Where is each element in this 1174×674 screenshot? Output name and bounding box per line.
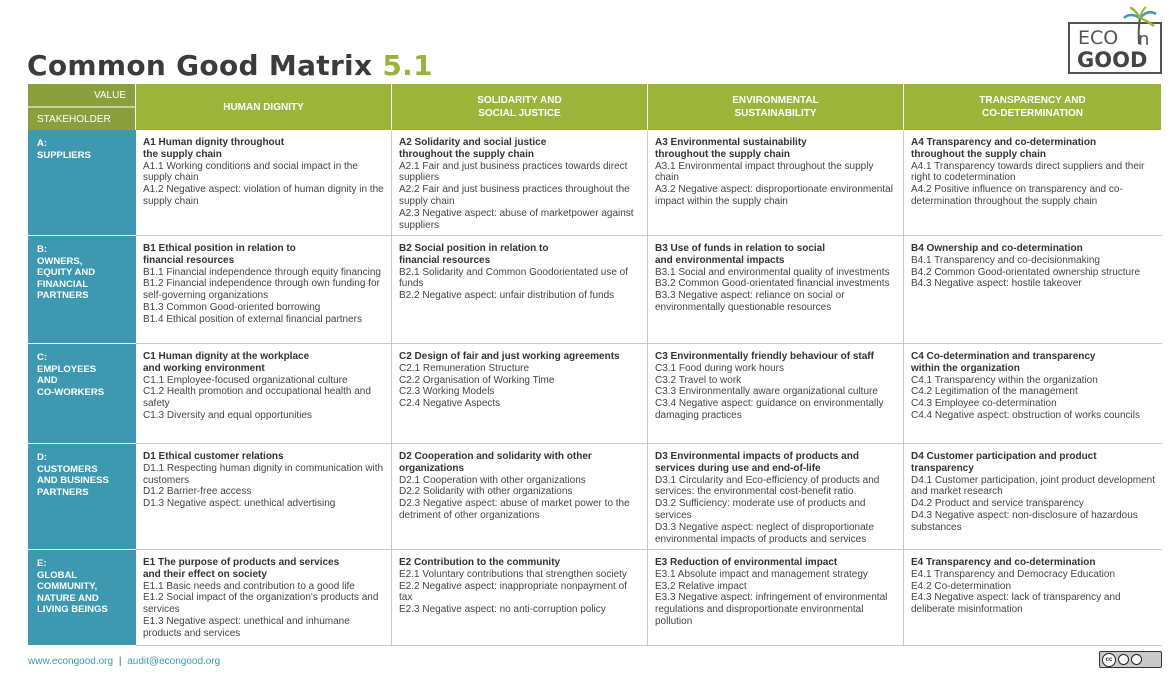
cell-item: B1.1 Financial independence through equity financing	[143, 266, 381, 278]
column-header-4: TRANSPARENCY AND CO-DETERMINATION	[904, 84, 1162, 130]
cell-item: C2.3 Working Models	[399, 386, 495, 398]
header-corner	[28, 84, 136, 130]
cell-title: E4 Transparency and co-determination	[911, 557, 1096, 568]
website-link[interactable]: www.econgood.org	[28, 656, 114, 667]
cell-item: E2.3 Negative aspect: no anti-corruption policy	[399, 604, 606, 616]
cell-item: C4.4 Negative aspect: obstruction of works councils	[911, 409, 1140, 421]
matrix-cell	[136, 344, 392, 444]
cell-item: D4.1 Customer participation, joint product development and market research	[911, 474, 1156, 498]
cell-item: B4.3 Negative aspect: hostile takeover	[911, 278, 1082, 290]
cell-title: A3 Environmental sustainability throughout the supply chain	[655, 137, 807, 160]
cell-title: C2 Design of fair and just working agreements	[399, 351, 620, 362]
cell-item: C3.2 Travel to work	[655, 374, 742, 386]
cell-title: E3 Reduction of environmental impact	[655, 557, 838, 568]
matrix-cell	[648, 344, 904, 444]
cell-item: C4.3 Employee co-determination	[911, 398, 1057, 410]
cell-item: C2.2 Organisation of Working Time	[399, 374, 555, 386]
cell-item: B4.1 Transparency and co-decisionmaking	[911, 254, 1100, 266]
column-header-1: HUMAN DIGNITY	[136, 84, 392, 130]
cell-item: B1.4 Ethical position of external financial partners	[143, 313, 363, 325]
cell-item: C1.2 Health promotion and occupational health and safety	[143, 386, 371, 410]
cell-item: A4.1 Transparency towards direct suppliers and their right to codetermination	[911, 160, 1145, 184]
cell-item: D1.1 Respecting human dignity in communication with customers	[143, 462, 384, 486]
cell-item: C3.4 Negative aspect: guidance on environmentally damaging practices	[655, 398, 884, 421]
footer	[28, 656, 220, 667]
cell-title: E2 Contribution to the community	[399, 557, 561, 568]
cell-title: D4 Customer participation and product transparency	[911, 451, 1097, 474]
cell-title: D1 Ethical customer relations	[143, 451, 284, 462]
cell-title: B1 Ethical position in relation to financial resources	[143, 243, 296, 266]
cell-title: A2 Solidarity and social justice throughout the supply chain	[399, 137, 547, 160]
matrix-cell	[648, 236, 904, 344]
cell-item: E3.1 Absolute impact and management strategy	[655, 568, 868, 580]
header-value-label: VALUE	[93, 90, 126, 101]
matrix-cell	[392, 236, 648, 344]
matrix-cell	[136, 236, 392, 344]
cell-title: A1 Human dignity throughout the supply chain	[143, 137, 285, 160]
cell-item: A3.2 Negative aspect: disproportionate environmental impact within the supply chain	[655, 184, 893, 207]
by-icon	[1118, 654, 1129, 665]
page-title	[27, 49, 433, 82]
cell-item: D3.2 Sufficiency: moderate use of products and services	[655, 498, 866, 521]
cell-item: D4.2 Product and service transparency	[911, 498, 1084, 510]
matrix-cell	[648, 130, 904, 236]
logo-n: n	[1138, 29, 1150, 50]
footer-separator: |	[118, 656, 122, 667]
cell-item: E1.1 Basic needs and contribution to a good life	[143, 580, 355, 592]
cell-item: B4.2 Common Good-orientated ownership structure	[911, 266, 1141, 278]
matrix-cell	[904, 444, 1162, 550]
cell-item: C4.2 Legitimation of the management	[911, 386, 1078, 398]
cell-title: D2 Cooperation and solidarity with other organizations	[399, 451, 592, 474]
column-header-3: ENVIRONMENTAL SUSTAINABILITY	[648, 84, 904, 130]
matrix-cell	[648, 444, 904, 550]
header-stakeholder-label: STAKEHOLDER	[37, 114, 111, 125]
cell-item: C2.4 Negative Aspects	[399, 398, 501, 410]
cell-item: E2.2 Negative aspect: inappropriate nonpayment of tax	[399, 580, 627, 604]
cell-item: D3.3 Negative aspect: neglect of disproportionate environmental impacts of products and services	[655, 521, 875, 545]
stakeholder-label: B: OWNERS, EQUITY AND FINANCIAL PARTNERS	[28, 236, 136, 344]
cell-item: D1.3 Negative aspect: unethical advertising	[143, 498, 336, 510]
stakeholder-label: C: EMPLOYEES AND CO-WORKERS	[28, 344, 136, 444]
matrix-cell	[136, 130, 392, 236]
logo-good: GOOD	[1077, 48, 1148, 72]
cell-title: D3 Environmental impacts of products and services during use and end-of-life	[655, 451, 859, 474]
cell-item: E3.3 Negative aspect: infringement of environmental regulations and disproportionate environmental pollution	[655, 592, 888, 627]
cell-item: B1.2 Financial independence through own funding for self-governing organizations	[143, 278, 380, 302]
matrix-cell	[136, 444, 392, 550]
cell-item: E1.2 Social impact of the organization's products and services	[143, 592, 379, 616]
stakeholder-label: E: GLOBAL COMMUNITY, NATURE AND LIVING BEINGS	[28, 550, 136, 646]
stakeholder-label: D: CUSTOMERS AND BUSINESS PARTNERS	[28, 444, 136, 550]
sa-icon	[1131, 654, 1142, 665]
cell-item: B3.3 Negative aspect: reliance on social or environmentally questionable resources	[655, 290, 845, 313]
cell-item: D3.1 Circularity and Eco-efficiency of products and services: the environmental cost-benefit ratio	[655, 474, 880, 498]
title-version: 5.1	[382, 49, 433, 82]
cell-title: B3 Use of funds in relation to social and environmental impacts	[655, 243, 826, 266]
cell-item: C1.1 Employee-focused organizational culture	[143, 374, 348, 386]
cell-item: B2.2 Negative aspect: unfair distribution of funds	[399, 290, 615, 302]
matrix-cell	[392, 444, 648, 550]
cell-item: A1.2 Negative aspect: violation of human dignity in the supply chain	[143, 184, 384, 207]
cc-icon: cc	[1102, 653, 1116, 667]
matrix-cell	[392, 550, 648, 646]
cell-title: B4 Ownership and co-determination	[911, 243, 1083, 254]
column-header-2: SOLIDARITY AND SOCIAL JUSTICE	[392, 84, 648, 130]
cell-title: E1 The purpose of products and services and their effect on society	[143, 557, 340, 580]
cell-title: B2 Social position in relation to financial resources	[399, 243, 549, 266]
cell-item: D2.1 Cooperation with other organizations	[399, 474, 586, 486]
title-text: Common Good Matrix	[27, 49, 373, 82]
matrix-cell	[904, 550, 1162, 646]
cell-item: D4.3 Negative aspect: non-disclosure of hazardous substances	[911, 509, 1138, 533]
matrix-cell	[648, 550, 904, 646]
cell-item: E4.3 Negative aspect: lack of transparency and deliberate misinformation	[911, 592, 1121, 616]
cell-title: C4 Co-determination and transparency within the organization	[911, 351, 1096, 374]
cell-item: C2.1 Remuneration Structure	[399, 362, 530, 374]
cell-item: B1.3 Common Good-oriented borrowing	[143, 301, 321, 313]
cell-item: E3.2 Relative impact	[655, 580, 747, 592]
cell-item: E4.2 Co-determination	[911, 580, 1012, 592]
stakeholder-label: A: SUPPLIERS	[28, 130, 136, 236]
matrix-cell	[904, 130, 1162, 236]
email-link[interactable]: audit@econgood.org	[127, 656, 221, 667]
matrix-cell	[904, 344, 1162, 444]
cell-item: A1.1 Working conditions and social impact in the supply chain	[143, 160, 358, 184]
cell-item: E2.1 Voluntary contributions that strengthen society	[399, 568, 627, 580]
cell-item: B3.1 Social and environmental quality of investments	[655, 266, 890, 278]
cell-item: B3.2 Common Good-orientated financial investments	[655, 278, 890, 290]
cell-item: E4.1 Transparency and Democracy Education	[911, 568, 1115, 580]
cell-item: D2.3 Negative aspect: abuse of market power to the detriment of other organizations	[399, 498, 630, 521]
cell-item: D2.2 Solidarity with other organizations	[399, 486, 573, 498]
cell-item: B2.1 Solidarity and Common Goodorientated use of funds	[399, 266, 629, 290]
cell-title: A4 Transparency and co-determination throughout the supply chain	[911, 137, 1097, 160]
cell-item: C1.3 Diversity and equal opportunities	[143, 409, 312, 421]
cell-item: C4.1 Transparency within the organization	[911, 374, 1098, 386]
matrix-cell	[392, 344, 648, 444]
matrix-cell	[904, 236, 1162, 344]
cell-title: C1 Human dignity at the workplace and working environment	[143, 351, 310, 374]
cell-item: A4.2 Positive influence on transparency and co-determination throughout the supply chain	[911, 184, 1123, 207]
cell-item: A2.2 Fair and just business practices throughout the supply chain	[399, 184, 630, 207]
cell-item: A2.3 Negative aspect: abuse of marketpower against suppliers	[399, 207, 634, 231]
econgood-logo	[1068, 22, 1162, 74]
cc-license-badge[interactable]	[1099, 651, 1162, 668]
cell-item: A3.1 Environmental impact throughout the supply chain	[655, 160, 874, 184]
cell-item: C3.3 Environmentally aware organizational culture	[655, 386, 878, 398]
logo-eco: ECO	[1078, 27, 1119, 49]
cell-title: C3 Environmentally friendly behaviour of staff	[655, 351, 874, 362]
matrix-cell	[392, 130, 648, 236]
cell-item: C3.1 Food during work hours	[655, 362, 784, 374]
cell-item: A2.1 Fair and just business practices towards direct suppliers	[399, 160, 628, 184]
cell-item: D1.2 Barrier-free access	[143, 486, 252, 498]
cell-item: E1.3 Negative aspect: unethical and inhumane products and services	[143, 615, 350, 639]
common-good-matrix	[28, 84, 1162, 646]
matrix-cell	[136, 550, 392, 646]
